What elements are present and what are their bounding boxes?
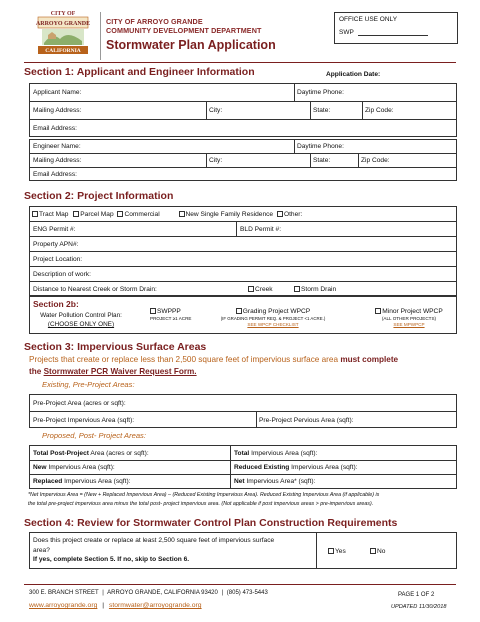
tract-map-label: Tract Map bbox=[39, 211, 69, 218]
post-total-rest: Area (acres or sqft): bbox=[90, 450, 149, 457]
post-total-bold: Total Post-Project bbox=[33, 450, 89, 457]
reduced-existing-rest: Impervious Area (sqft): bbox=[291, 464, 358, 471]
footnote-line2: the total pre-project impervious area minus the total post- project impervious area. (Not applicable if post impervious areas > pre-impervious areas). bbox=[28, 501, 374, 507]
engineer-phone-field[interactable]: Daytime Phone: bbox=[297, 143, 344, 150]
swppp-label: SWPPP bbox=[157, 308, 181, 315]
eng-permit-field[interactable]: ENG Permit #: bbox=[33, 226, 76, 233]
other-option[interactable] bbox=[277, 211, 302, 218]
section4-question bbox=[33, 536, 313, 565]
other-label: Other: bbox=[283, 211, 303, 218]
minor-option[interactable] bbox=[364, 308, 454, 327]
checkbox[interactable] bbox=[328, 548, 334, 554]
new-sfr-label: New Single Family Residence bbox=[185, 211, 274, 218]
wpcp-checklist-link[interactable]: SEE WPCP CHECKLIST bbox=[247, 322, 299, 327]
reduced-existing-field[interactable] bbox=[234, 464, 358, 471]
wpc-label bbox=[32, 311, 130, 329]
divider bbox=[294, 84, 295, 101]
new-sfr-option[interactable] bbox=[179, 211, 274, 218]
engineer-name-field[interactable]: Engineer Name: bbox=[33, 143, 81, 150]
pre-impervious-field[interactable]: Pre-Project Impervious Area (sqft): bbox=[33, 417, 135, 424]
applicant-zip-field[interactable]: Zip Code: bbox=[365, 107, 394, 114]
svg-text:CITY OF: CITY OF bbox=[50, 11, 76, 17]
total-impervious-field[interactable] bbox=[234, 450, 317, 457]
intro-text-1: Projects that create or replace less than 2,500 square feet of impervious surface area bbox=[29, 355, 339, 364]
footer-address: 300 E. BRANCH STREET | ARROYO GRANDE, CALIFORNIA 93420 | (805) 473-5443 bbox=[29, 590, 268, 596]
application-date-label: Application Date: bbox=[326, 71, 381, 78]
intro-prefix: the bbox=[29, 367, 42, 376]
mpwpcp-link[interactable]: SEE MPWPCP bbox=[393, 322, 425, 327]
divider bbox=[294, 140, 295, 153]
permit-row bbox=[30, 222, 456, 237]
replaced-bold: Replaced bbox=[33, 478, 63, 485]
pre-area-row bbox=[30, 395, 456, 412]
new-rest: Impervious Area (sqft): bbox=[48, 464, 115, 471]
question-line1: Does this project create or replace at least 2,500 square feet of impervious surface bbox=[33, 537, 275, 544]
total-imp-bold: Total bbox=[234, 450, 250, 457]
distance-field[interactable]: Distance to Nearest Creek or Storm Drain: bbox=[33, 286, 157, 293]
location-field[interactable]: Project Location: bbox=[33, 256, 83, 263]
swp-field[interactable] bbox=[358, 29, 428, 36]
storm-drain-label: Storm Drain bbox=[301, 286, 337, 293]
engineer-row-name bbox=[30, 140, 456, 154]
bld-permit-field[interactable]: BLD Permit #: bbox=[240, 226, 282, 233]
engineer-mailing-field[interactable]: Mailing Address: bbox=[33, 157, 82, 164]
apn-field[interactable]: Property APN#: bbox=[33, 241, 79, 248]
net-rest: Impervious Area* (sqft): bbox=[246, 478, 316, 485]
description-field[interactable]: Description of work: bbox=[33, 271, 91, 278]
new-impervious-field[interactable] bbox=[33, 464, 115, 471]
footer-street: 300 E. BRANCH STREET bbox=[29, 590, 99, 596]
applicant-city-field[interactable]: City: bbox=[209, 107, 223, 114]
project-info-table bbox=[29, 206, 457, 296]
section2b-title: Section 2b: bbox=[33, 299, 79, 309]
replaced-rest: Impervious Area (sqft): bbox=[64, 478, 131, 485]
proposed-label: Proposed, Post- Project Areas: bbox=[42, 431, 146, 440]
department-name: COMMUNITY DEVELOPMENT DEPARTMENT bbox=[106, 26, 262, 35]
checkbox[interactable] bbox=[294, 286, 300, 292]
applicant-row-email bbox=[30, 120, 456, 137]
replaced-impervious-field[interactable] bbox=[33, 478, 131, 485]
divider bbox=[236, 222, 237, 236]
checkbox[interactable] bbox=[236, 308, 242, 314]
checkbox[interactable] bbox=[277, 211, 283, 217]
page-total: 2 bbox=[430, 592, 435, 598]
applicant-state-field[interactable]: State: bbox=[313, 107, 331, 114]
page-title: Stormwater Plan Application bbox=[106, 38, 276, 52]
grading-option[interactable] bbox=[208, 308, 338, 327]
no-option[interactable] bbox=[370, 548, 385, 555]
wpc-label-line2: (CHOOSE ONLY ONE) bbox=[47, 321, 115, 328]
website-link[interactable]: www.arroyogrande.org bbox=[29, 602, 98, 609]
header-rule bbox=[24, 62, 456, 63]
checkbox[interactable] bbox=[375, 308, 381, 314]
post-row-1 bbox=[30, 446, 456, 461]
svg-text:ARROYO GRANDE: ARROYO GRANDE bbox=[35, 21, 91, 27]
section1-title: Section 1: Applicant and Engineer Information bbox=[24, 66, 255, 78]
creek-label: Creek bbox=[255, 286, 273, 293]
applicant-row-address bbox=[30, 102, 456, 120]
checkbox[interactable] bbox=[179, 211, 185, 217]
reduced-existing-bold: Reduced Existing bbox=[234, 464, 290, 471]
applicant-row-name bbox=[30, 84, 456, 102]
grading-note: (IF GRADING PERMIT REQ. & PROJECT <1 ACRE.) bbox=[220, 316, 326, 321]
applicant-email-field[interactable]: Email Address: bbox=[33, 125, 77, 132]
map-type-row bbox=[30, 207, 456, 222]
question-line2: area? bbox=[33, 546, 50, 554]
section2-title: Section 2: Project Information bbox=[24, 190, 174, 202]
net-bold: Net bbox=[234, 478, 245, 485]
engineer-row-email bbox=[30, 168, 456, 181]
footer-rule bbox=[24, 584, 456, 585]
waiver-form-link[interactable]: Stormwater PCR Waiver Request Form. bbox=[43, 367, 197, 376]
page-label: PAGE bbox=[398, 592, 415, 598]
location-row bbox=[30, 252, 456, 267]
pre-pervious-field[interactable]: Pre-Project Pervious Area (sqft): bbox=[259, 417, 354, 424]
tract-map-option[interactable] bbox=[32, 211, 68, 218]
header-divider bbox=[100, 12, 101, 60]
applicant-name-field[interactable]: Applicant Name: bbox=[33, 89, 82, 96]
net-impervious-field[interactable] bbox=[234, 478, 315, 485]
yes-option[interactable] bbox=[328, 548, 346, 555]
net-area-footnote bbox=[28, 491, 460, 509]
proposed-table bbox=[29, 445, 457, 489]
office-use-label: OFFICE USE ONLY bbox=[339, 16, 398, 23]
section4-title: Section 4: Review for Stormwater Control Plan Construction Requirements bbox=[24, 517, 398, 529]
applicant-phone-field[interactable]: Daytime Phone: bbox=[297, 89, 344, 96]
divider bbox=[316, 533, 317, 568]
email-link[interactable]: stormwater@arroyogrande.org bbox=[108, 602, 202, 609]
intro-bold: must complete bbox=[340, 355, 399, 364]
divider bbox=[310, 154, 311, 167]
storm-drain-option[interactable] bbox=[294, 286, 336, 293]
city-name: CITY OF ARROYO GRANDE bbox=[106, 17, 203, 26]
yes-label: Yes bbox=[335, 548, 346, 555]
swppp-option[interactable] bbox=[150, 308, 206, 321]
applicant-mailing-field[interactable]: Mailing Address: bbox=[33, 107, 82, 114]
minor-note: (ALL OTHER PROJECTS) bbox=[381, 316, 437, 321]
pre-impervious-row bbox=[30, 412, 456, 428]
divider bbox=[206, 154, 207, 167]
no-label: No bbox=[377, 548, 386, 555]
minor-label: Minor Project WPCP bbox=[382, 308, 443, 315]
engineer-state-field[interactable]: State: bbox=[313, 157, 331, 164]
page-number bbox=[398, 592, 434, 598]
checkbox[interactable] bbox=[117, 211, 123, 217]
checkbox[interactable] bbox=[150, 308, 156, 314]
section2b-box bbox=[29, 296, 457, 334]
map-type-options bbox=[32, 211, 302, 218]
engineer-zip-field[interactable]: Zip Code: bbox=[361, 157, 390, 164]
svg-text:CALIFORNIA: CALIFORNIA bbox=[45, 48, 81, 54]
office-use-box bbox=[334, 12, 458, 44]
description-row bbox=[30, 267, 456, 282]
checkbox[interactable] bbox=[32, 211, 38, 217]
checkbox[interactable] bbox=[248, 286, 254, 292]
total-imp-rest: Impervious Area (sqft): bbox=[251, 450, 318, 457]
section4-box bbox=[29, 532, 457, 569]
page-num: 1 bbox=[415, 592, 420, 598]
section3-title: Section 3: Impervious Surface Areas bbox=[24, 341, 207, 353]
divider bbox=[310, 102, 311, 119]
post-row-3 bbox=[30, 475, 456, 489]
checkbox[interactable] bbox=[370, 548, 376, 554]
page-of: OF bbox=[420, 592, 430, 598]
checkbox[interactable] bbox=[73, 211, 79, 217]
engineer-email-field[interactable]: Email Address: bbox=[33, 171, 77, 178]
city-seal-logo bbox=[32, 8, 94, 56]
distance-row bbox=[30, 282, 456, 296]
divider bbox=[256, 412, 257, 428]
swp-label: SWP bbox=[339, 29, 354, 36]
engineer-table bbox=[29, 139, 457, 181]
footer-links: www.arroyogrande.org | stormwater@arroyogrande.org bbox=[29, 602, 202, 609]
apn-row bbox=[30, 237, 456, 252]
existing-label: Existing, Pre-Project Areas: bbox=[42, 380, 135, 389]
creek-option[interactable] bbox=[248, 286, 273, 293]
new-bold: New bbox=[33, 464, 47, 471]
parcel-map-option[interactable] bbox=[73, 211, 113, 218]
commercial-label: Commercial bbox=[124, 211, 160, 218]
post-total-field[interactable] bbox=[33, 450, 149, 457]
footnote-line1: *Net Impervious Area = (New + Replaced Impervious Area) – (Reduced Existing Impervious Area). Reduced Existing Impervious Area (if applicable) is bbox=[28, 492, 380, 498]
applicant-table bbox=[29, 83, 457, 137]
engineer-row-address bbox=[30, 154, 456, 168]
commercial-option[interactable] bbox=[117, 211, 159, 218]
engineer-city-field[interactable]: City: bbox=[209, 157, 223, 164]
footer-phone: (805) 473-5443 bbox=[226, 590, 268, 596]
existing-table bbox=[29, 394, 457, 428]
swppp-note: PROJECT ≥1 ACRE bbox=[150, 316, 192, 321]
divider bbox=[206, 102, 207, 119]
section3-intro bbox=[29, 354, 459, 378]
parcel-map-label: Parcel Map bbox=[80, 211, 114, 218]
divider bbox=[362, 102, 363, 119]
pre-area-field[interactable]: Pre-Project Area (acres or sqft): bbox=[33, 400, 126, 407]
footer-city: ARROYO GRANDE, CALIFORNIA 93420 bbox=[107, 590, 218, 596]
divider bbox=[358, 154, 359, 167]
updated-date: UPDATED 11/30/2018 bbox=[391, 604, 447, 610]
section4-instruction: If yes, complete Section 5. If no, skip to Section 6. bbox=[33, 556, 190, 563]
post-row-2 bbox=[30, 461, 456, 475]
wpc-label-line1: Water Pollution Control Plan: bbox=[40, 312, 122, 319]
grading-label: Grading Project WPCP bbox=[242, 308, 311, 315]
